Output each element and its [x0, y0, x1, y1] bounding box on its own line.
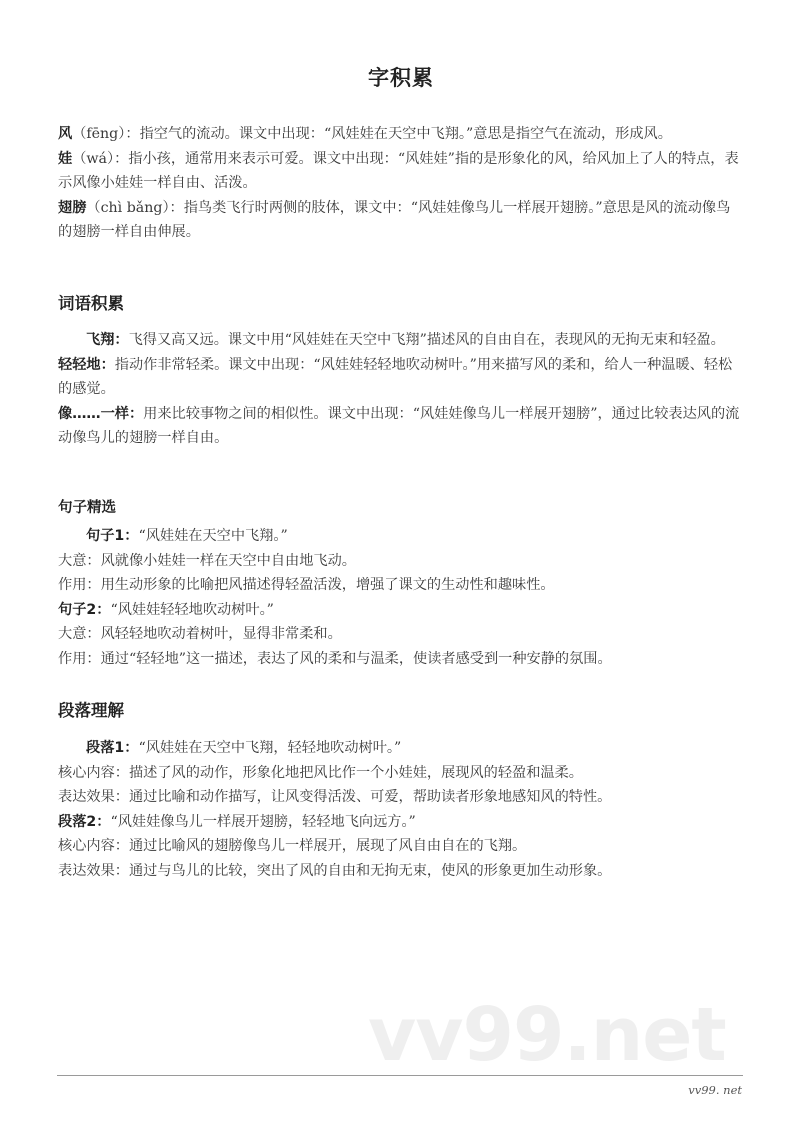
- paragraph-effect: 表达效果：通过比喻和动作描写，让风变得活泼、可爱，帮助读者形象地感知风的特性。: [58, 789, 612, 805]
- sentence-item-1: [58, 524, 744, 549]
- sentence-section: [58, 524, 744, 671]
- word-section: [58, 328, 744, 451]
- sentence-item-2: [58, 598, 744, 623]
- paragraph-section-heading: 段落理解: [58, 701, 124, 720]
- footer-divider: [57, 1075, 743, 1076]
- char-text: （fēng）：指空气的流动。课文中出现：“风娃娃在天空中飞翔。”意思是指空气在流动，形成风。: [72, 126, 672, 142]
- sentence-effect: 作用：用生动形象的比喻把风描述得轻盈活泼，增强了课文的生动性和趣味性。: [58, 577, 555, 593]
- word-text: 飞得又高又远。课文中用“风娃娃在天空中飞翔”描述风的自由自在，表现风的无拘无束和轻盈。: [128, 332, 725, 348]
- char-term: 翅膀: [58, 199, 87, 216]
- sentence-term: 句子2：: [58, 601, 111, 618]
- word-term: 飞翔：: [86, 332, 129, 348]
- paragraph-item-1: [58, 736, 744, 761]
- paragraph-quote: “风娃娃像鸟儿一样展开翅膀，轻轻地飞向远方。”: [110, 813, 416, 830]
- char-item-wa: [58, 147, 744, 196]
- paragraph-effect: 表达效果：通过与鸟儿的比较，突出了风的自由和无拘无束，使风的形象更加生动形象。: [58, 862, 612, 879]
- sentence-section-heading: 句子精选: [58, 500, 116, 516]
- paragraph-item-2: [58, 810, 744, 835]
- word-item: [58, 328, 744, 353]
- word-text: 指动作非常轻柔。课文中出现：“风娃娃轻轻地吹动树叶。”用来描写风的柔和，给人一种温暖、轻松的感觉。: [58, 356, 733, 397]
- word-term: 像……一样：: [58, 405, 144, 422]
- paragraph-section: [58, 736, 744, 883]
- word-section-heading: 词语积累: [58, 294, 124, 313]
- paragraph-quote: “风娃娃在天空中飞翔，轻轻地吹动树叶。”: [138, 740, 402, 756]
- sentence-meaning: 大意：风轻轻地吹动着树叶，显得非常柔和。: [58, 626, 342, 642]
- sentence-quote: “风娃娃在天空中飞翔。”: [138, 528, 288, 544]
- char-item-feng: [58, 122, 744, 147]
- watermark: vv99.net: [368, 992, 726, 1078]
- char-text: （wá）：指小孩，通常用来表示可爱。课文中出现：“风娃娃”指的是形象化的风，给风加上了人的特点，表示风像小娃娃一样自由、活泼。: [58, 150, 739, 191]
- char-term: 风: [58, 126, 73, 142]
- sentence-meaning: 大意：风就像小娃娃一样在天空中自由地飞动。: [58, 552, 356, 569]
- word-item: [58, 402, 744, 451]
- char-term: 娃: [58, 150, 73, 167]
- paragraph-core: 核心内容：描述了风的动作，形象化地把风比作一个小娃娃，展现风的轻盈和温柔。: [58, 764, 583, 781]
- sentence-quote: “风娃娃轻轻地吹动树叶。”: [110, 601, 274, 618]
- sentence-effect: 作用：通过“轻轻地”这一描述，表达了风的柔和与温柔，使读者感受到一种安静的氛围。: [58, 650, 612, 667]
- footer-site-label: vv99. net: [688, 1083, 742, 1097]
- sentence-term: 句子1：: [86, 528, 139, 544]
- char-item-chibang: [58, 196, 744, 245]
- char-text: （chì bǎng）：指鸟类飞行时两侧的肢体，课文中：“风娃娃像鸟儿一样展开翅膀。”意思是风的流动像鸟的翅膀一样自由伸展。: [58, 199, 731, 240]
- page-title: 字积累: [368, 66, 434, 90]
- char-section: [58, 122, 744, 245]
- paragraph-term: 段落1：: [86, 740, 139, 756]
- word-term: 轻轻地：: [58, 356, 115, 373]
- word-text: 用来比较事物之间的相似性。课文中出现：“风娃娃像鸟儿一样展开翅膀”，通过比较表达风的流动像鸟儿的翅膀一样自由。: [58, 405, 740, 446]
- paragraph-term: 段落2：: [58, 813, 111, 830]
- word-item: [58, 353, 744, 402]
- paragraph-core: 核心内容：通过比喻风的翅膀像鸟儿一样展开，展现了风自由自在的飞翔。: [58, 838, 527, 854]
